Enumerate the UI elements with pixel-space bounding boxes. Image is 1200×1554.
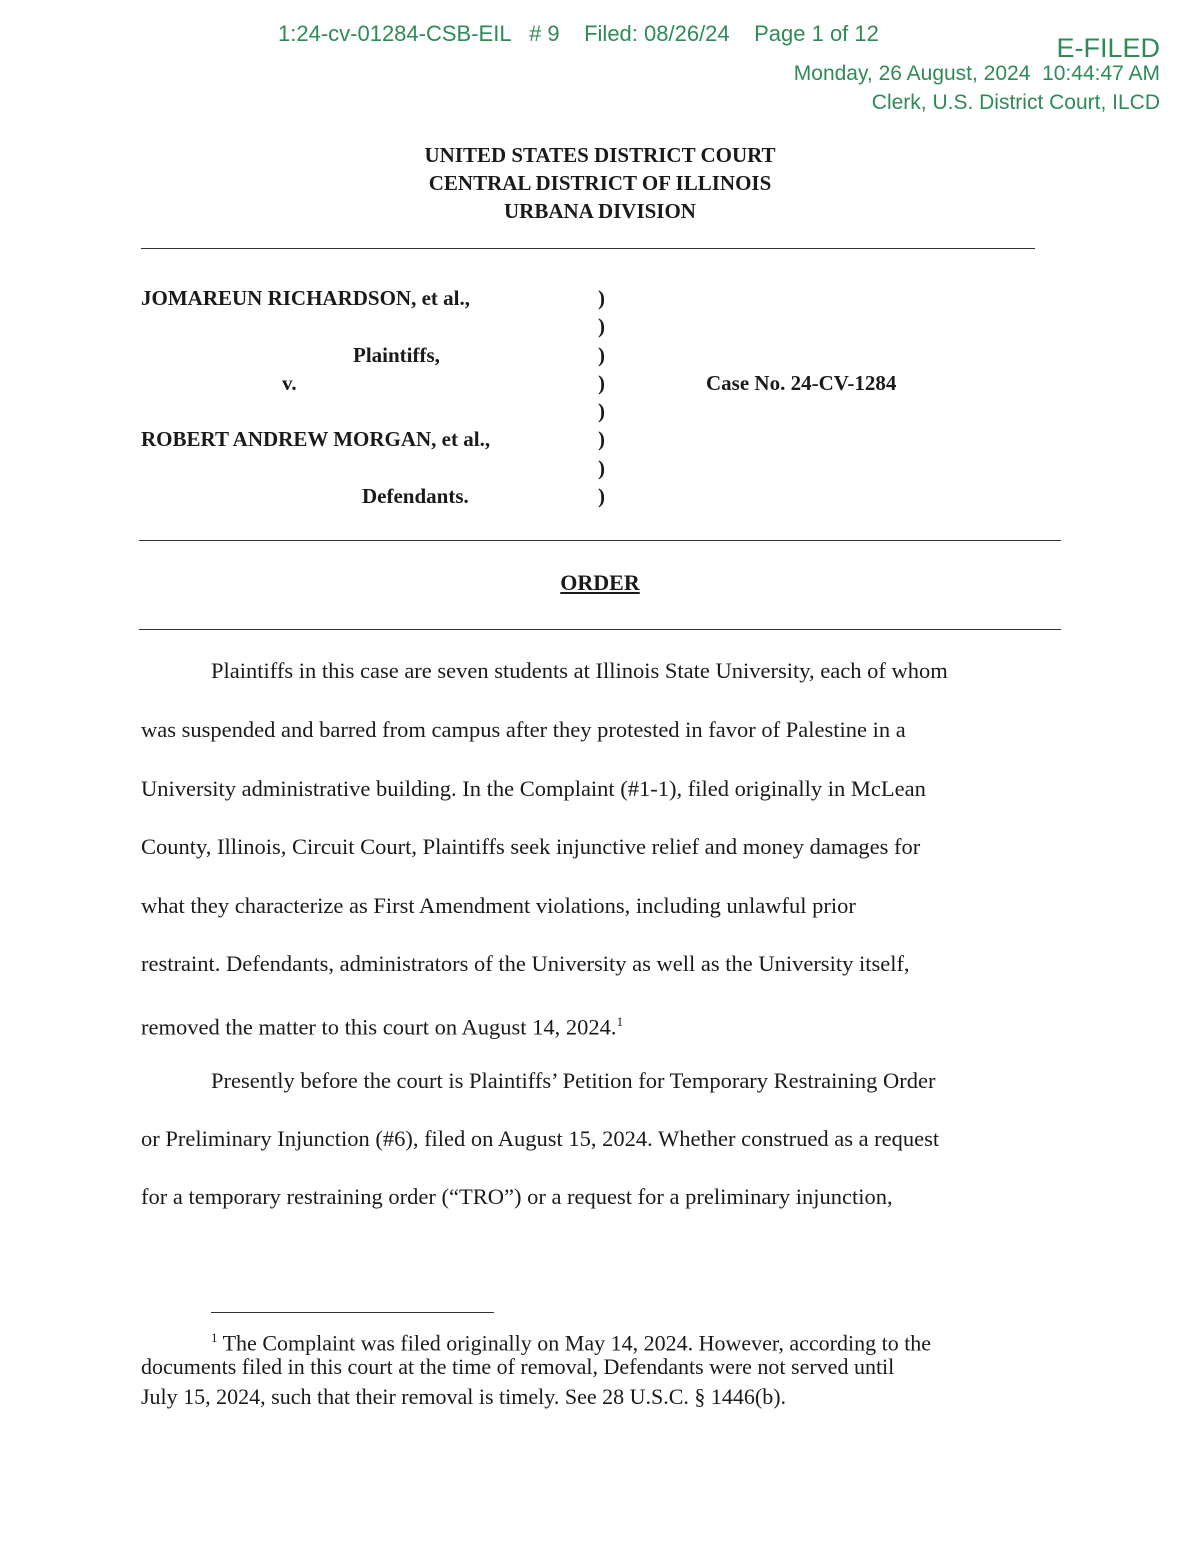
efiled-datetime: Monday, 26 August, 2024 10:44:47 AM <box>793 62 1160 85</box>
paren: ) <box>598 427 605 451</box>
paren: ) <box>598 399 605 423</box>
body-line: Plaintiffs in this case are seven students at Illinois State University, each of whom <box>211 658 948 683</box>
body-line: what they characterize as First Amendment violations, including unlawful prior <box>141 893 856 918</box>
paren: ) <box>598 484 605 508</box>
case-number: Case No. 24-CV-1284 <box>706 371 897 395</box>
footnote-line: documents filed in this court at the time of removal, Defendants were not served until <box>141 1354 895 1379</box>
footnote-text: The Complaint was filed originally on May 14, 2024. However, according to the <box>222 1330 932 1356</box>
footnote-ref: 1 <box>616 1014 624 1029</box>
paren: ) <box>598 371 605 395</box>
paren: ) <box>598 286 605 310</box>
efiled-clerk: Clerk, U.S. District Court, ILCD <box>871 91 1160 114</box>
plaintiffs-label: Plaintiffs, <box>353 343 440 367</box>
body-line: Presently before the court is Plaintiffs’ Petition for Temporary Restraining Order <box>211 1068 936 1093</box>
footnote-line: July 15, 2024, such that their removal is timely. See 28 U.S.C. § 1446(b). <box>141 1384 787 1409</box>
versus: v. <box>282 371 297 395</box>
order-title: ORDER <box>560 570 640 595</box>
court-name: UNITED STATES DISTRICT COURT <box>424 143 776 167</box>
body-line: was suspended and barred from campus after they protested in favor of Palestine in a <box>141 717 906 742</box>
paren: ) <box>598 456 605 480</box>
efiled-stamp: E-FILED <box>1056 33 1160 63</box>
body-line-text: removed the matter to this court on August 14, 2024. <box>141 1014 617 1040</box>
footnote-separator <box>211 1312 494 1313</box>
body-line: County, Illinois, Circuit Court, Plaintiffs seek injunctive relief and money damages for <box>141 834 921 859</box>
body-line: University administrative building. In the Complaint (#1-1), filed originally in McLean <box>141 776 926 801</box>
paren: ) <box>598 314 605 338</box>
divider <box>139 540 1061 541</box>
divider <box>139 629 1061 630</box>
body-line <box>141 1008 623 1042</box>
body-line: or Preliminary Injunction (#6), filed on August 15, 2024. Whether construed as a request <box>141 1126 940 1151</box>
plaintiff-name: JOMAREUN RICHARDSON, et al., <box>141 286 470 310</box>
court-district: CENTRAL DISTRICT OF ILLINOIS <box>428 171 772 195</box>
defendant-name: ROBERT ANDREW MORGAN, et al., <box>141 427 491 451</box>
filing-header: 1:24-cv-01284-CSB-EIL # 9 Filed: 08/26/24 Page 1 of 12 <box>278 21 879 46</box>
court-division: URBANA DIVISION <box>504 199 696 223</box>
paren: ) <box>598 343 605 367</box>
body-line: for a temporary restraining order (“TRO”) or a request for a preliminary injunction, <box>141 1184 893 1209</box>
body-line: restraint. Defendants, administrators of the University as well as the University itself, <box>141 951 910 976</box>
divider <box>141 248 1035 249</box>
footnote-number: 1 <box>211 1330 218 1345</box>
defendants-label: Defendants. <box>362 484 469 508</box>
